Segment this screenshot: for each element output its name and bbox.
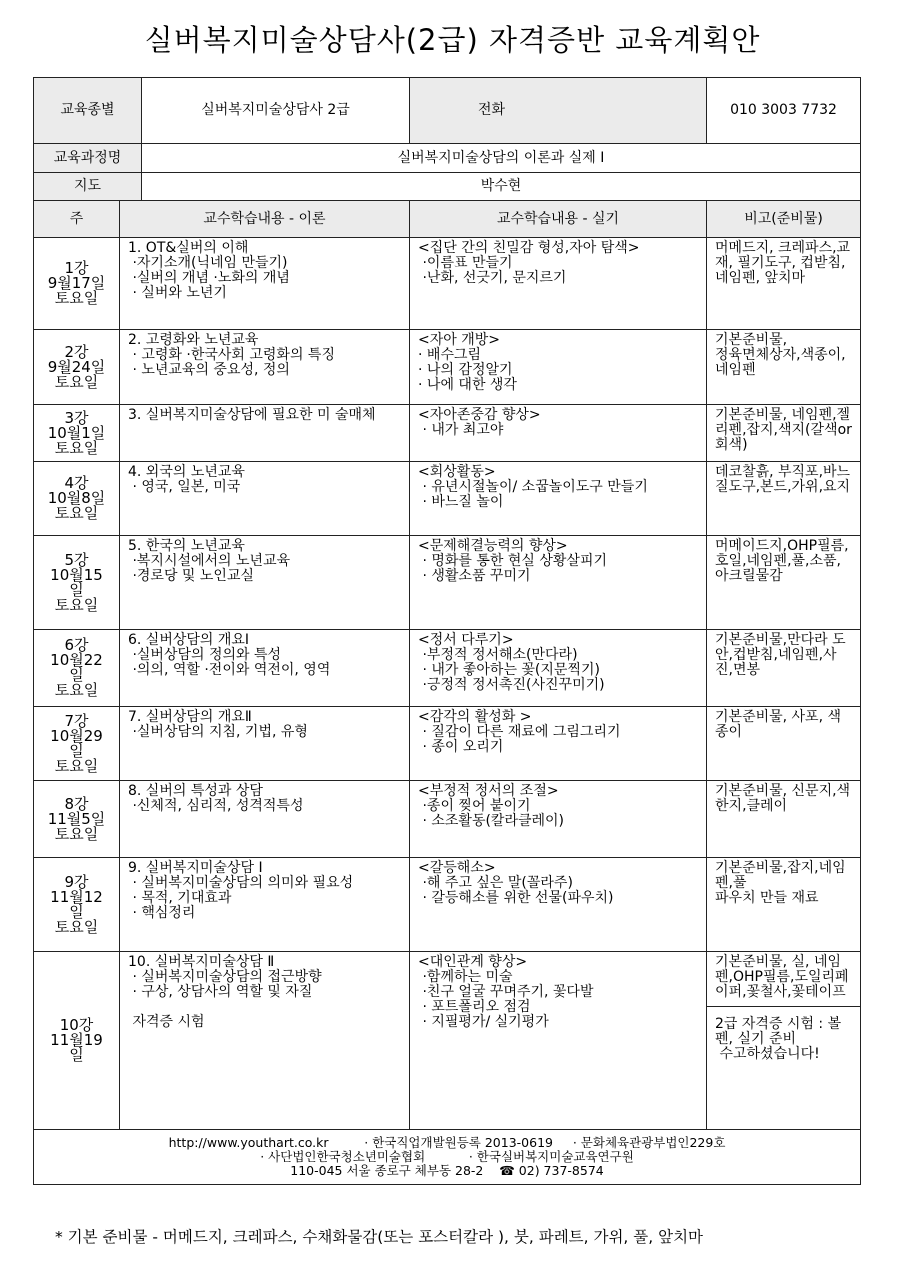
week-row: [34, 330, 861, 405]
notes-cell-text: 기본준비물, 네임펜,젤리펜,잡지,색지(갈색or회색): [715, 407, 852, 453]
week-cell-text: 3강 10월1일 토요일: [47, 408, 106, 457]
week-cell-text: 1강 9월17일 토요일: [47, 259, 106, 307]
week-cell: [34, 330, 120, 405]
theory-cell-text: 5. 한국의 노년교육 ·복지시설에서의 노년교육 ·경로당 및 노인교실: [128, 538, 291, 584]
bottom-note: * 기본 준비물 - 머메드지, 크레파스, 수채화물감(또는 포스터칼라 ), 붓, 파레트, 가위, 풀, 앞치마: [55, 1228, 704, 1246]
theory-cell: [120, 536, 410, 630]
week-row: [34, 952, 861, 1130]
notes-exam-text: 2급 자격증 시험 : 볼펜, 실기 준비 수고하셨습니다!: [707, 1006, 860, 1062]
week-row: [34, 630, 861, 707]
footer-row: [34, 1130, 861, 1185]
week-cell-text: 5강 10월15 일 토요일: [50, 550, 103, 614]
phone-label: 전화: [410, 78, 707, 144]
week-row: [34, 707, 861, 781]
notes-cell: [707, 707, 861, 781]
week-row: [34, 405, 861, 462]
teacher-value: 박수현: [142, 173, 861, 201]
theory-cell-text: 10. 실버복지미술상담 Ⅱ · 실버복지미술상담의 접근방향 · 구상, 상담사의 역할 및 자질 자격증 시험: [128, 954, 322, 1030]
plan-body: [34, 238, 861, 1130]
practice-cell-text: <자아 개방> · 배수그림 · 나의 감정알기 · 나에 대한 생각: [418, 332, 517, 393]
practice-cell: [410, 462, 707, 536]
practice-cell: [410, 536, 707, 630]
week-cell-text: 8강 11월5일 토요일: [47, 794, 106, 843]
practice-cell-text: <집단 간의 친밀감 형성,자아 탐색> ·이름표 만들기 ·난화, 선긋기, 문지르기: [418, 240, 640, 286]
week-row: [34, 781, 861, 858]
column-header-row: [34, 201, 861, 238]
course-value: 실버복지미술상담의 이론과 실제 Ⅰ: [142, 144, 861, 173]
week-cell: [34, 952, 120, 1130]
notes-cell-text: 기본준비물, 정육면체상자,색종이, 네임펜: [715, 332, 846, 378]
notes-cell: [707, 238, 861, 330]
practice-cell-text: <정서 다루기> ·부정적 정서해소(만다라) · 내가 좋아하는 꽃(지문찍기) ·긍정적 정서촉진(사진꾸미기): [418, 632, 605, 693]
col-week: 주: [34, 201, 120, 238]
theory-cell: [120, 781, 410, 858]
col-practice: 교수학습내용 - 실기: [410, 201, 707, 238]
type-label: 교육종별: [34, 78, 142, 144]
practice-cell-text: <대인관계 향상> ·함께하는 미술 ·친구 얼굴 꾸며주기, 꽃다발 · 포트폴리오 점검 · 지필평가/ 실기평가: [418, 954, 594, 1030]
footer-cell: [34, 1130, 861, 1185]
week-cell: [34, 462, 120, 536]
theory-cell-text: 4. 외국의 노년교육 · 영국, 일본, 미국: [128, 464, 245, 495]
notes-cell: [707, 330, 861, 405]
week-cell: [34, 630, 120, 707]
theory-cell: [120, 405, 410, 462]
practice-cell: [410, 405, 707, 462]
theory-cell: [120, 630, 410, 707]
phone-value: 010 3003 7732: [707, 78, 861, 144]
theory-cell: [120, 858, 410, 952]
week-cell: [34, 707, 120, 781]
notes-cell: [707, 462, 861, 536]
notes-cell-text: 기본준비물, 실, 네임펜,OHP필름,도일리페이퍼,꽃철사,꽃테이프: [715, 954, 849, 1000]
page-title: 실버복지미술상담사(2급) 자격증반 교육계획안: [144, 23, 761, 57]
notes-cell: [707, 536, 861, 630]
info-row-type: [34, 78, 861, 144]
week-row: [34, 536, 861, 630]
week-cell: [34, 238, 120, 330]
practice-cell-text: <자아존중감 향상> · 내가 최고야: [418, 407, 541, 438]
practice-cell-text: <감각의 활성화 > · 질감이 다른 재료에 그림그리기 · 종이 오리기: [418, 709, 621, 755]
theory-cell: [120, 238, 410, 330]
week-row: [34, 462, 861, 536]
week-cell-text: 2강 9월24일 토요일: [47, 342, 106, 391]
practice-cell: [410, 330, 707, 405]
notes-cell-text: 데코찰흙, 부직포,바느질도구,본드,가위,요지: [715, 464, 851, 495]
notes-cell: [707, 858, 861, 952]
notes-cell: [707, 781, 861, 858]
practice-cell: [410, 858, 707, 952]
teacher-label: 지도: [34, 173, 142, 201]
week-cell-text: 9강 11월12 일 토요일: [50, 872, 103, 936]
theory-cell-text: 9. 실버복지미술상담 Ⅰ · 실버복지미술상담의 의미와 필요성 · 목적, 기대효과 · 핵심정리: [128, 860, 354, 921]
col-notes: 비고(준비물): [707, 201, 861, 238]
practice-cell-text: <갈등해소> ·해 주고 싶은 말(꼴라주) · 갈등해소를 위한 선물(파우치): [418, 860, 614, 906]
theory-cell: [120, 462, 410, 536]
notes-cell: [707, 405, 861, 462]
notes-cell: [707, 630, 861, 707]
week-row: [34, 858, 861, 952]
practice-cell: [410, 952, 707, 1130]
week-cell: [34, 858, 120, 952]
notes-cell-text: 머메드지, 크레파스,교재, 필기도구, 컵받침, 네임펜, 앞치마: [715, 240, 851, 286]
notes-cell: [707, 952, 861, 1130]
notes-cell-text: 머메이드지,OHP필름,호일,네임펜,풀,소품,아크릴물감: [715, 538, 849, 584]
theory-cell-text: 2. 고령화와 노년교육 · 고령화 ·한국사회 고령화의 특징 · 노년교육의 중요성, 정의: [128, 332, 335, 378]
type-value: 실버복지미술상담사 2급: [142, 78, 410, 144]
week-cell-text: 6강 10월22 일 토요일: [50, 636, 103, 699]
theory-cell: [120, 330, 410, 405]
footer-line-3: 110-045 서울 종로구 체부동 28-2 ☎ 02) 737-8574: [290, 1163, 604, 1178]
info-row-course: [34, 144, 861, 173]
practice-cell: [410, 630, 707, 707]
week-cell-text: 10강 11월19 일: [50, 1016, 103, 1064]
practice-cell: [410, 781, 707, 858]
week-cell-text: 4강 10월8일 토요일: [47, 474, 106, 522]
course-label: 교육과정명: [34, 144, 142, 173]
theory-cell-text: 7. 실버상담의 개요Ⅱ ·실버상담의 지침, 기법, 유형: [128, 709, 308, 740]
footer-line-1: http://www.youthart.co.kr · 한국직업개발원등록 2013-0619 · 문화체육관광부법인229호: [168, 1135, 726, 1150]
week-cell: [34, 405, 120, 462]
col-theory: 교수학습내용 - 이론: [120, 201, 410, 238]
theory-cell-text: 8. 실버의 특성과 상담 ·신체적, 심리적, 성격적특성: [128, 783, 304, 814]
notes-cell-text: 기본준비물,만다라 도안,컵받침,네임펜,사진,면봉: [715, 632, 846, 678]
info-row-teacher: [34, 173, 861, 201]
week-cell: [34, 781, 120, 858]
theory-cell: [120, 952, 410, 1130]
footer-line-2: · 사단법인한국청소년미술협회 · 한국실버복지미술교육연구원: [260, 1149, 634, 1164]
week-cell-text: 7강 10월29 일 토요일: [50, 711, 103, 775]
practice-cell-text: <문제해결능력의 향상> · 명화를 통한 현실 상황살피기 · 생활소품 꾸미기: [418, 538, 608, 584]
practice-cell: [410, 238, 707, 330]
theory-cell: [120, 707, 410, 781]
practice-cell-text: <부정적 정서의 조절> ·종이 찢어 붙이기 · 소조활동(칼라클레이): [418, 783, 565, 829]
notes-cell-text: 기본준비물,잡지,네임펜,풀 파우치 만들 재료: [715, 860, 846, 906]
practice-cell: [410, 707, 707, 781]
notes-cell-text: 기본준비물, 신문지,색한지,클레이: [715, 783, 851, 814]
notes-cell-text: 기본준비물, 사포, 색종이: [715, 709, 842, 740]
theory-cell-text: 1. OT&실버의 이해 ·자기소개(닉네임 만들기) ·실버의 개념 ·노화의 개념 · 실버와 노년기: [128, 240, 290, 301]
week-row: [34, 238, 861, 330]
theory-cell-text: 6. 실버상담의 개요Ⅰ ·실버상담의 정의와 특성 ·의의, 역할 ·전이와 역전이, 영역: [128, 632, 331, 678]
practice-cell-text: <회상활동> · 유년시절놀이/ 소꿉놀이도구 만들기 · 바느질 놀이: [418, 464, 648, 510]
plan-table: [33, 77, 861, 1185]
week-cell: [34, 536, 120, 630]
theory-cell-text: 3. 실버복지미술상담에 필요한 미 술매체: [128, 407, 376, 423]
